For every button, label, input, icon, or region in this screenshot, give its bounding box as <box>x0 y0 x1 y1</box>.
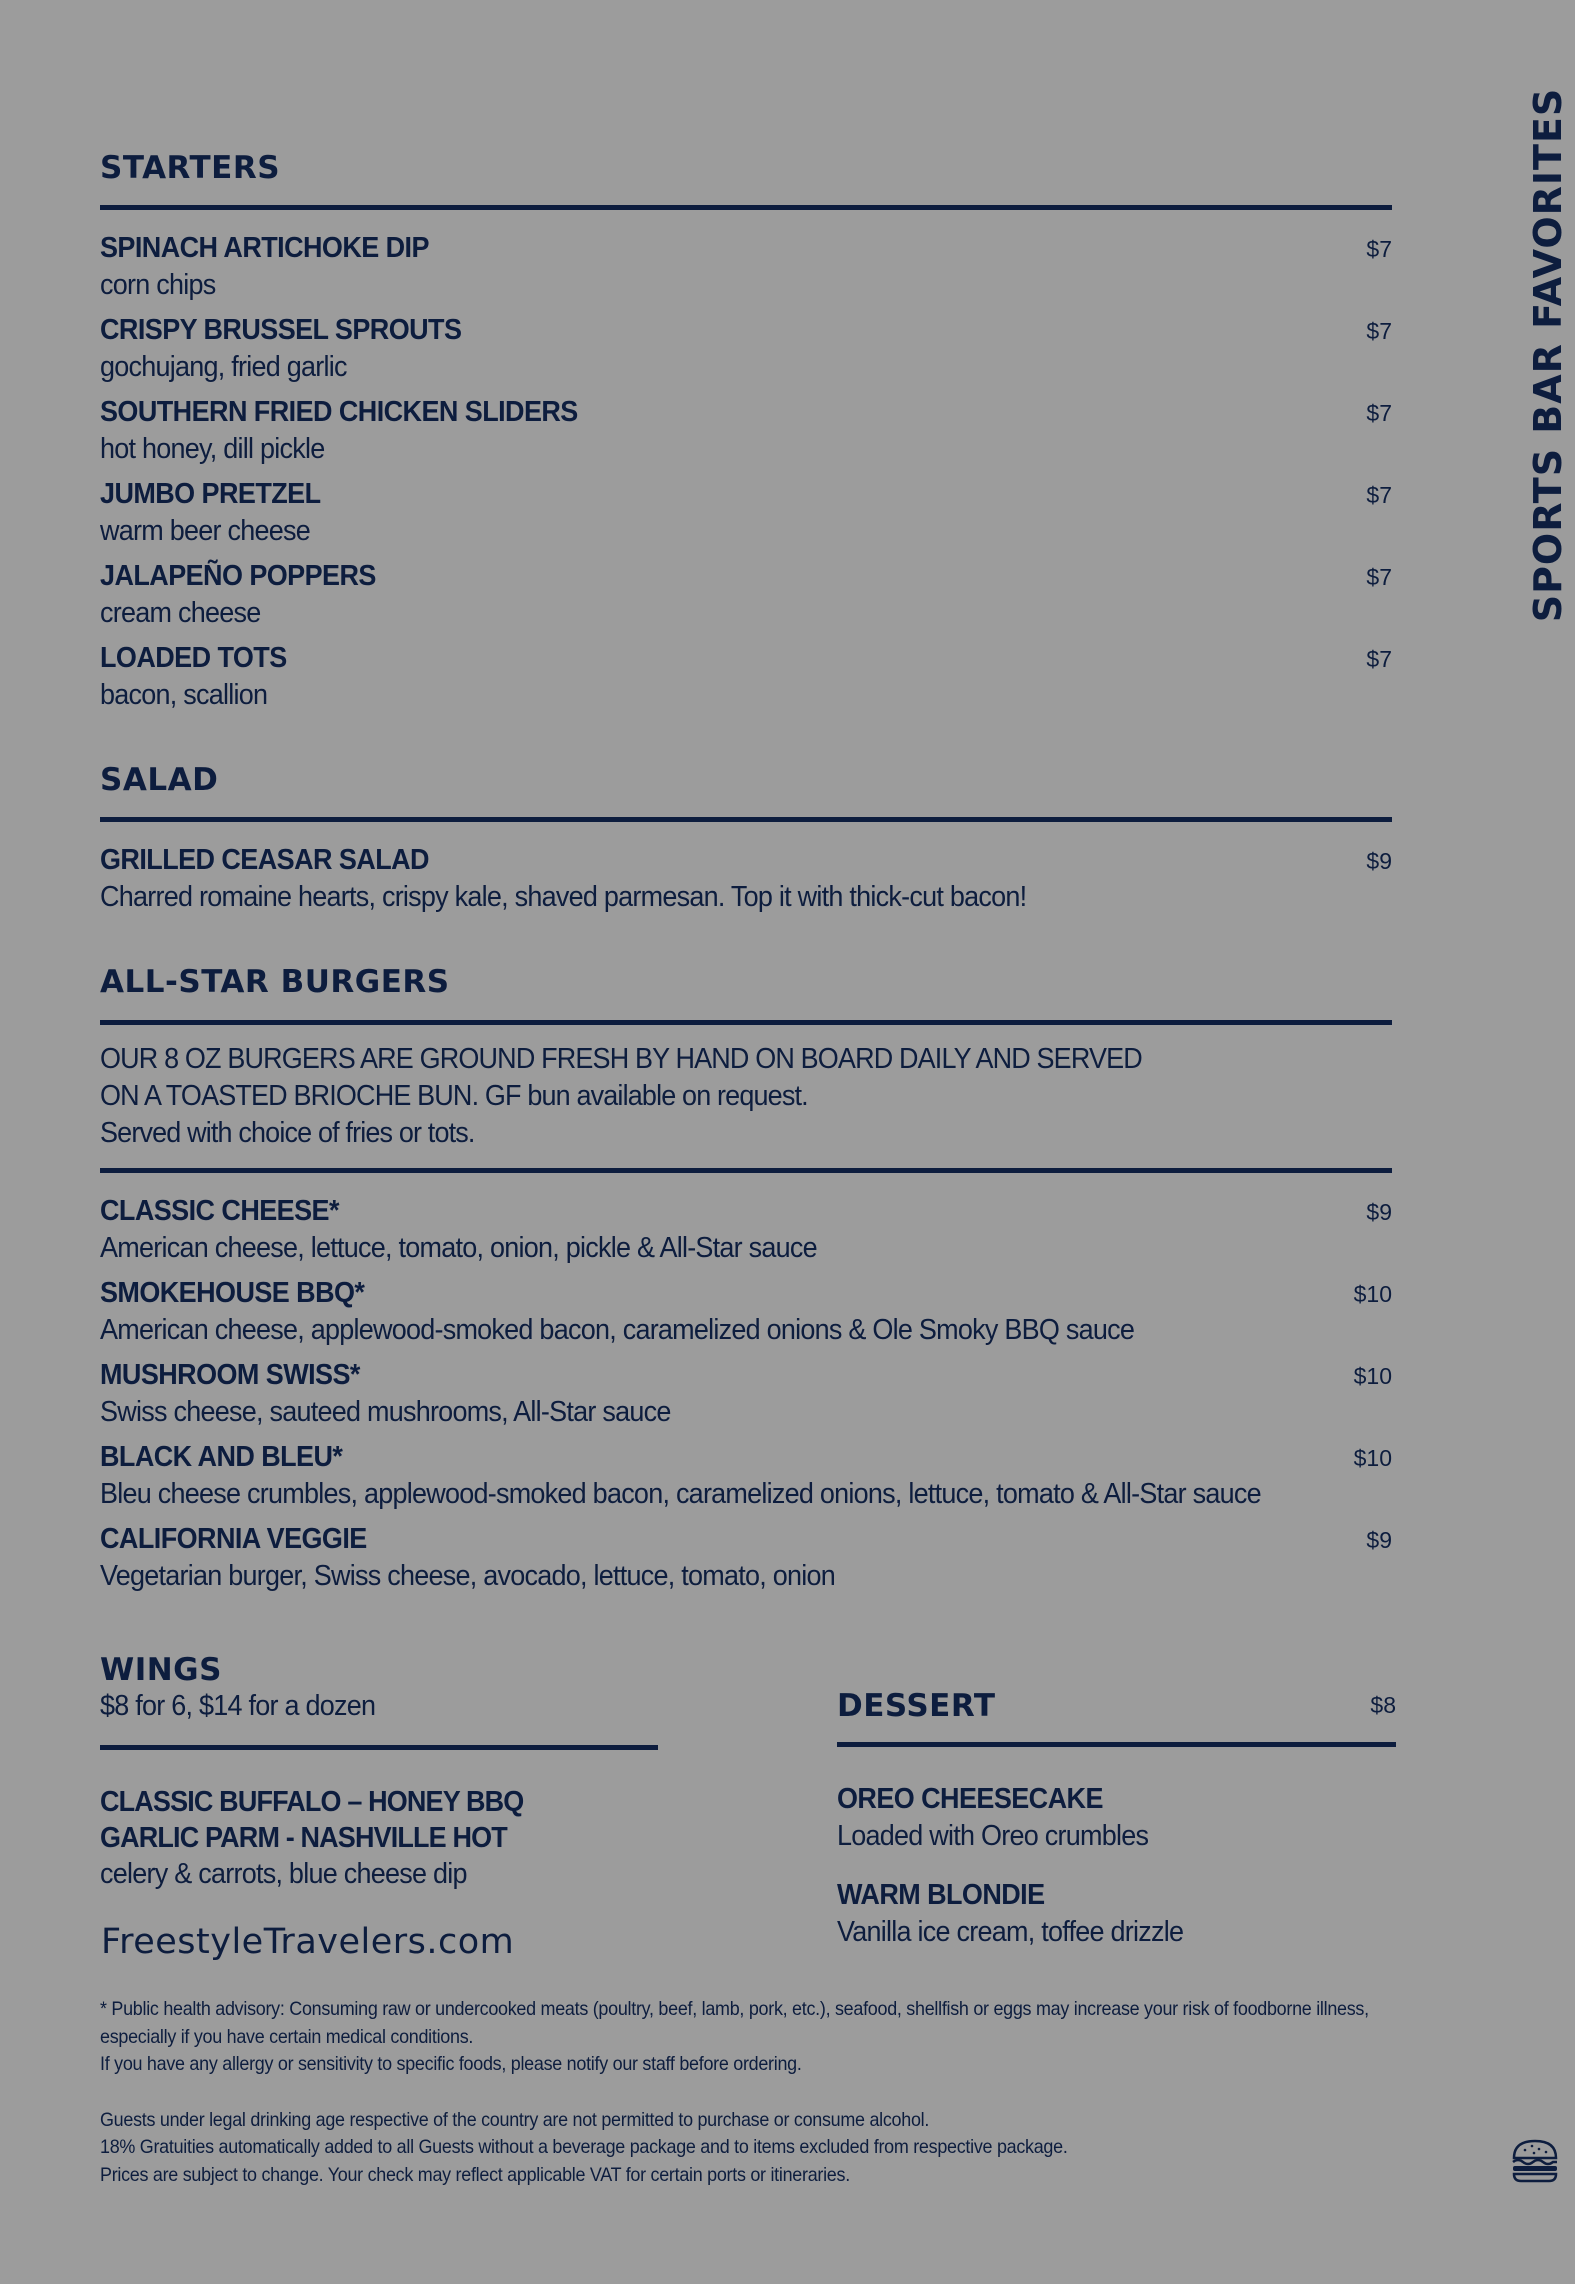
item-desc: American cheese, applewood-smoked bacon, caramelized onions & Ole Smoky BBQ sauce <box>100 1313 1135 1346</box>
section-title-salad: SALAD <box>100 762 219 799</box>
item-desc: cream cheese <box>100 597 261 630</box>
salad-section <box>100 762 1392 916</box>
item-price: $10 <box>1353 1280 1392 1307</box>
item-price: $7 <box>1366 318 1392 345</box>
intro-line: ON A TOASTED BRIOCHE BUN. GF bun available on request. <box>100 1079 808 1112</box>
menu-item <box>100 1439 1392 1513</box>
item-name: OREO CHEESECAKE <box>837 1783 1103 1815</box>
item-desc: bacon, scallion <box>100 679 268 712</box>
item-price: $9 <box>1366 1526 1392 1553</box>
item-price: $10 <box>1353 1444 1392 1471</box>
fine-print-line: especially if you have certain medical conditions. <box>100 2025 474 2048</box>
item-desc: Loaded with Oreo crumbles <box>837 1820 1149 1852</box>
item-price: $7 <box>1366 564 1392 591</box>
menu-item <box>100 1521 1392 1595</box>
fine-print-line: Prices are subject to change. Your check may reflect applicable VAT for certain ports or itineraries. <box>100 2163 850 2186</box>
wings-subtitle: $8 for 6, $14 for a dozen <box>100 1690 376 1723</box>
burgers-section <box>100 964 1392 1594</box>
fine-print-line: Guests under legal drinking age respective of the country are not permitted to purchase or consume alcohol. <box>100 2108 930 2131</box>
fine-print <box>100 1996 1400 2189</box>
menu-item <box>100 640 1392 714</box>
menu-item <box>100 558 1392 632</box>
item-name: MUSHROOM SWISS* <box>100 1358 360 1391</box>
item-desc: Bleu cheese crumbles, applewood-smoked bacon, caramelized onions, lettuce, tomato & All-Star sauce <box>100 1477 1261 1510</box>
wings-flavors-line: CLASSIC BUFFALO – HONEY BBQ <box>100 1786 524 1819</box>
divider <box>100 1168 1392 1173</box>
item-desc: Vanilla ice cream, toffee drizzle <box>837 1916 1184 1948</box>
menu-item <box>100 312 1392 386</box>
item-name: SOUTHERN FRIED CHICKEN SLIDERS <box>100 396 578 429</box>
menu-item <box>100 476 1392 550</box>
item-desc: American cheese, lettuce, tomato, onion, pickle & All-Star sauce <box>100 1231 817 1264</box>
wings-section <box>100 1652 658 1892</box>
menu-item <box>100 394 1392 468</box>
wings-list <box>100 1784 658 1892</box>
item-desc: gochujang, fried garlic <box>100 351 347 384</box>
item-name: CLASSIC CHEESE* <box>100 1194 339 1227</box>
item-name: CALIFORNIA VEGGIE <box>100 1522 367 1555</box>
side-title: SPORTS BAR FAVORITES <box>1526 87 1570 623</box>
divider <box>100 1020 1392 1025</box>
dessert-section <box>837 1688 1396 1951</box>
item-name: WARM BLONDIE <box>837 1879 1045 1911</box>
dessert-price: $8 <box>1370 1692 1396 1718</box>
menu-item <box>100 230 1392 304</box>
item-price: $7 <box>1366 646 1392 673</box>
section-title-starters: STARTERS <box>100 150 281 186</box>
fine-print-line: If you have any allergy or sensitivity to specific foods, please notify our staff before ordering. <box>100 2053 802 2075</box>
website-logo: FreestyleTravelers.com <box>101 1922 515 1962</box>
divider <box>100 817 1392 822</box>
item-name: SPINACH ARTICHOKE DIP <box>100 232 429 265</box>
intro-line: OUR 8 OZ BURGERS ARE GROUND FRESH BY HAND ON BOARD DAILY AND SERVED <box>100 1042 1142 1075</box>
item-desc: Vegetarian burger, Swiss cheese, avocado, lettuce, tomato, onion <box>100 1559 836 1592</box>
item-desc: hot honey, dill pickle <box>100 433 325 466</box>
item-price: $7 <box>1366 482 1392 509</box>
item-name: GRILLED CEASAR SALAD <box>100 844 429 877</box>
item-name: JALAPEÑO POPPERS <box>100 560 376 593</box>
item-price: $9 <box>1366 1198 1392 1225</box>
item-name: CRISPY BRUSSEL SPROUTS <box>100 314 462 347</box>
divider <box>100 1745 658 1750</box>
burgers-intro <box>100 1041 1302 1152</box>
item-name: JUMBO PRETZEL <box>100 478 321 511</box>
section-title-burgers: ALL-STAR BURGERS <box>100 964 450 1001</box>
item-price: $10 <box>1353 1362 1392 1389</box>
fine-print-line: 18% Gratuities automatically added to all Guests without a beverage package and to items excluded from respective package. <box>100 2136 1068 2158</box>
main-menu <box>100 150 1392 1595</box>
starters-section <box>100 150 1392 714</box>
divider <box>837 1742 1396 1747</box>
menu-item <box>100 1193 1392 1267</box>
menu-item <box>100 1357 1392 1431</box>
item-desc: warm beer cheese <box>100 515 310 548</box>
menu-item <box>100 1275 1392 1349</box>
item-price: $7 <box>1366 400 1392 427</box>
section-title-dessert: DESSERT <box>837 1688 996 1724</box>
item-desc: Charred romaine hearts, crispy kale, shaved parmesan. Top it with thick-cut bacon! <box>100 881 1027 914</box>
divider <box>100 205 1392 210</box>
dessert-header <box>837 1688 1396 1728</box>
menu-item <box>100 842 1392 916</box>
intro-line: Served with choice of fries or tots. <box>100 1116 475 1149</box>
item-name: BLACK AND BLEU* <box>100 1440 343 1473</box>
section-title-wings: WINGS <box>100 1652 222 1688</box>
fine-print-line: * Public health advisory: Consuming raw or undercooked meats (poultry, beef, lamb, pork, etc.), seafood, shellfish or eggs may increase your risk of foodborne illness, <box>100 1998 1369 2020</box>
menu-item <box>837 1781 1396 1855</box>
menu-item <box>837 1877 1396 1951</box>
burger-icon <box>1510 2138 1560 2184</box>
item-desc: corn chips <box>100 269 216 302</box>
item-name: SMOKEHOUSE BBQ* <box>100 1276 365 1309</box>
wings-sides: celery & carrots, blue cheese dip <box>100 1858 467 1891</box>
item-price: $7 <box>1366 236 1392 263</box>
item-name: LOADED TOTS <box>100 642 287 675</box>
wings-flavors-line: GARLIC PARM - NASHVILLE HOT <box>100 1822 507 1855</box>
item-price: $9 <box>1366 848 1392 875</box>
item-desc: Swiss cheese, sauteed mushrooms, All-Star sauce <box>100 1395 671 1428</box>
